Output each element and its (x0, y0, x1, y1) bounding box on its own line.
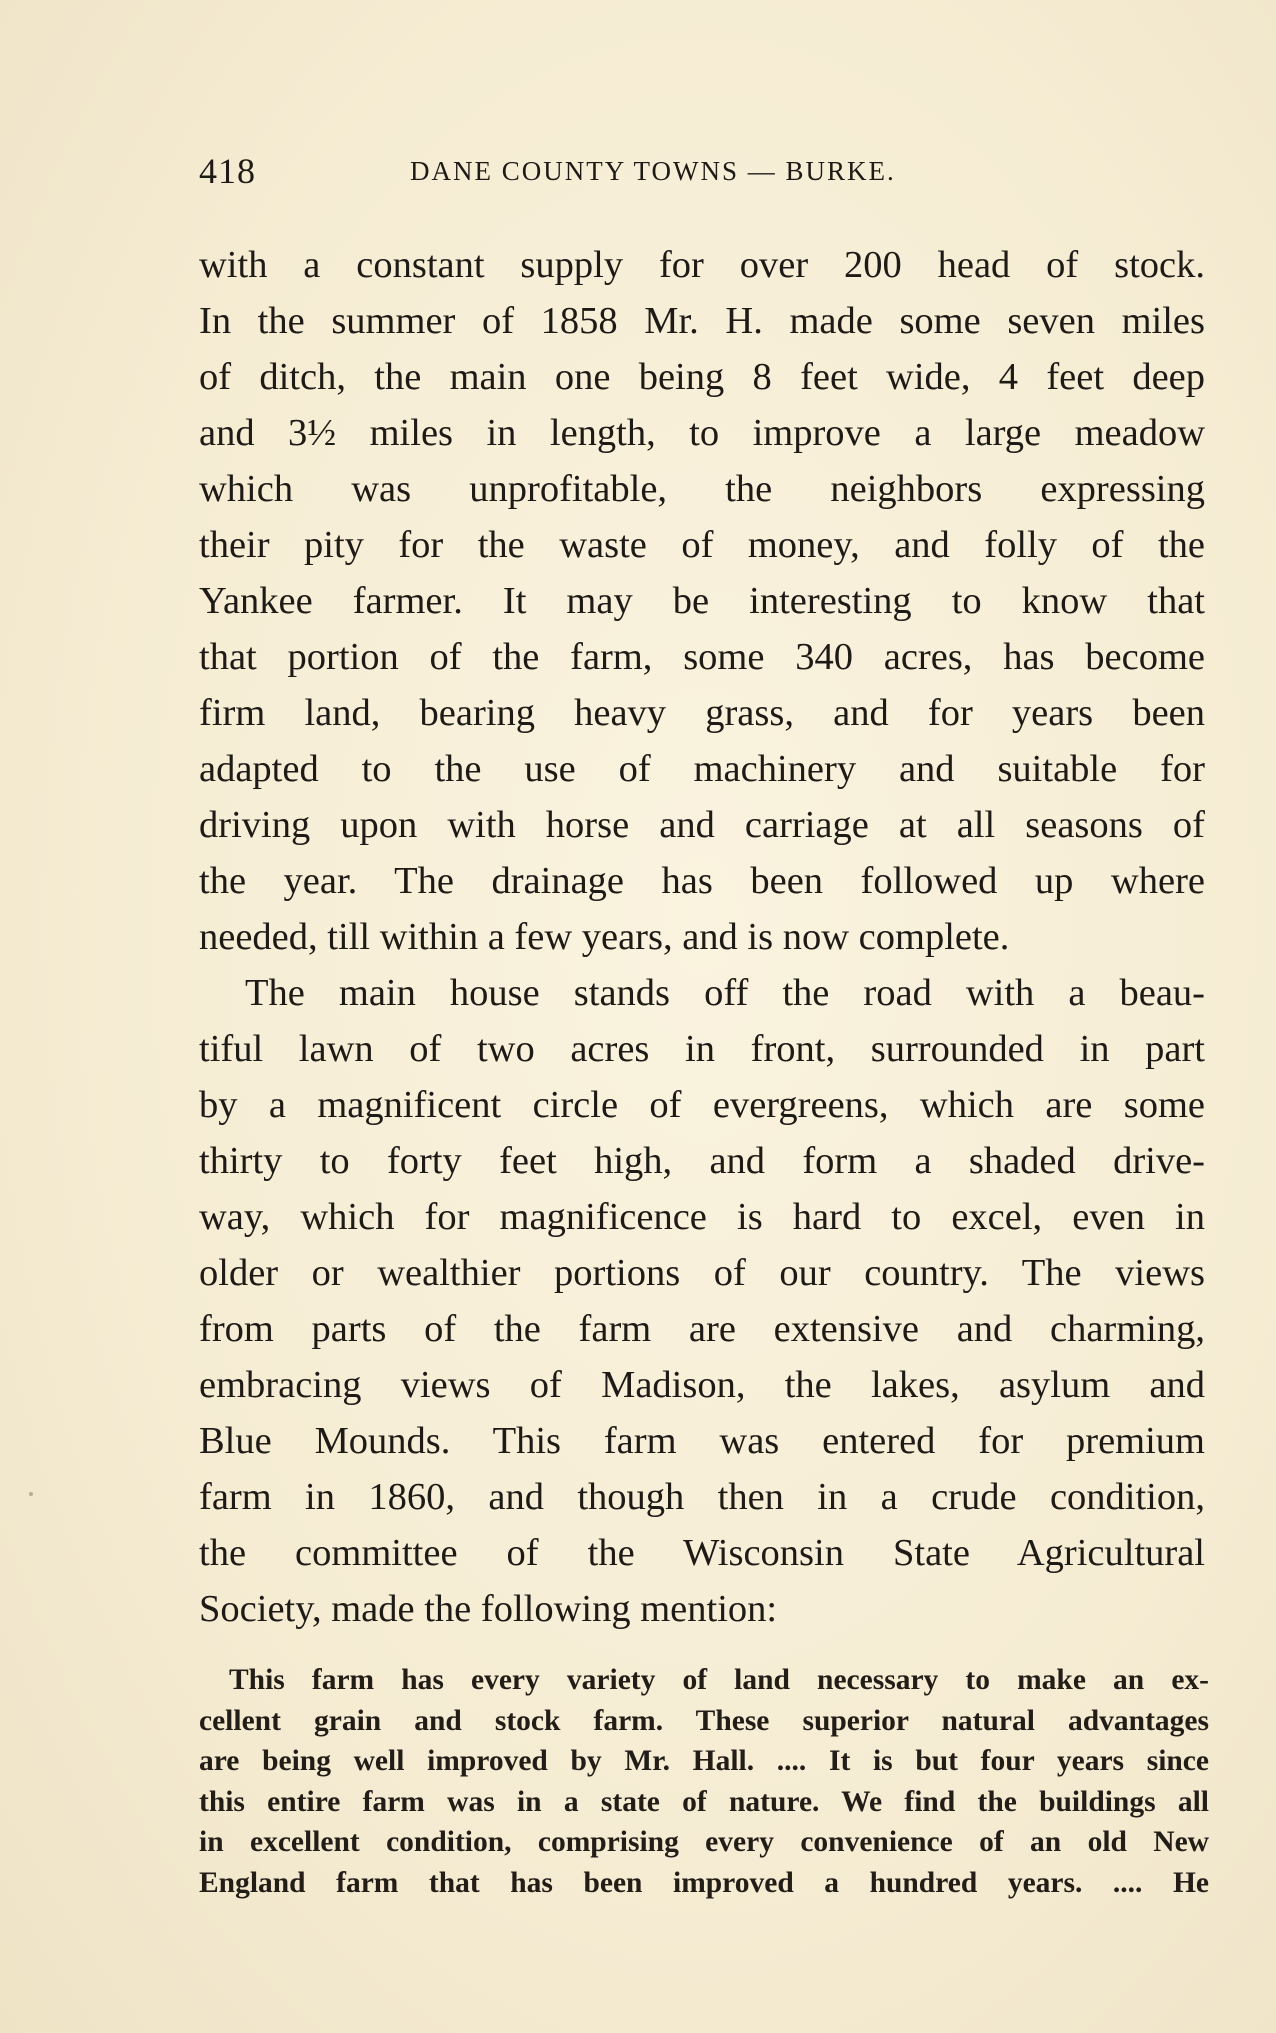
running-title: DANE COUNTY TOWNS — BURKE. (410, 156, 896, 186)
text-line: way, which for magnificence is hard to excel, even in (199, 1196, 1205, 1238)
text-line: older or wealthier portions of our country. The views (199, 1252, 1205, 1294)
quote-line: England farm that has been improved a hundred years. .... He (199, 1866, 1209, 1899)
text-line: driving upon with horse and carriage at all seasons of (199, 804, 1205, 846)
text-line: the committee of the Wisconsin State Agricultural (199, 1532, 1205, 1574)
quote-line: cellent grain and stock farm. These superior natural advantages (199, 1704, 1209, 1737)
text-line: by a magnificent circle of evergreens, which are some (199, 1084, 1205, 1126)
quote-line: are being well improved by Mr. Hall. .... It is but four years since (199, 1745, 1209, 1777)
text-line: their pity for the waste of money, and folly of the (199, 524, 1205, 566)
quote-line: in excellent condition, comprising every convenience of an old New (199, 1826, 1209, 1858)
text-line: tiful lawn of two acres in front, surrounded in part (199, 1028, 1205, 1070)
text-line: and 3½ miles in length, to improve a large meadow (199, 412, 1205, 454)
body-text (199, 237, 1205, 1637)
text-line: the year. The drainage has been followed up where (199, 860, 1205, 902)
text-line: needed, till within a few years, and is now complete. (199, 916, 1010, 958)
text-line: The main house stands off the road with a beau- (245, 972, 1205, 1014)
text-line: thirty to forty feet high, and form a shaded drive- (199, 1140, 1205, 1182)
text-line: with a constant supply for over 200 head of stock. (199, 244, 1205, 286)
text-line: of ditch, the main one being 8 feet wide, 4 feet deep (199, 356, 1205, 398)
text-line: farm in 1860, and though then in a crude condition, (199, 1476, 1205, 1518)
text-line: that portion of the farm, some 340 acres, has become (199, 636, 1205, 678)
text-line: Blue Mounds. This farm was entered for premium (199, 1420, 1205, 1462)
block-quote (199, 1660, 1209, 1903)
text-line: which was unprofitable, the neighbors expressing (199, 468, 1205, 510)
text-line: from parts of the farm are extensive and charming, (199, 1308, 1205, 1350)
paper-speck (29, 1492, 33, 1496)
quote-line: This farm has every variety of land necessary to make an ex- (229, 1664, 1209, 1696)
running-head (199, 150, 1199, 200)
text-line: Society, made the following mention: (199, 1588, 778, 1630)
page-number: 418 (199, 151, 256, 191)
text-line: adapted to the use of machinery and suitable for (199, 748, 1205, 790)
quote-line: this entire farm was in a state of nature. We find the buildings all (199, 1785, 1209, 1818)
text-line: Yankee farmer. It may be interesting to know that (199, 580, 1205, 622)
text-line: In the summer of 1858 Mr. H. made some seven miles (199, 300, 1205, 342)
text-line: firm land, bearing heavy grass, and for years been (199, 692, 1205, 734)
text-line: embracing views of Madison, the lakes, asylum and (199, 1364, 1205, 1406)
